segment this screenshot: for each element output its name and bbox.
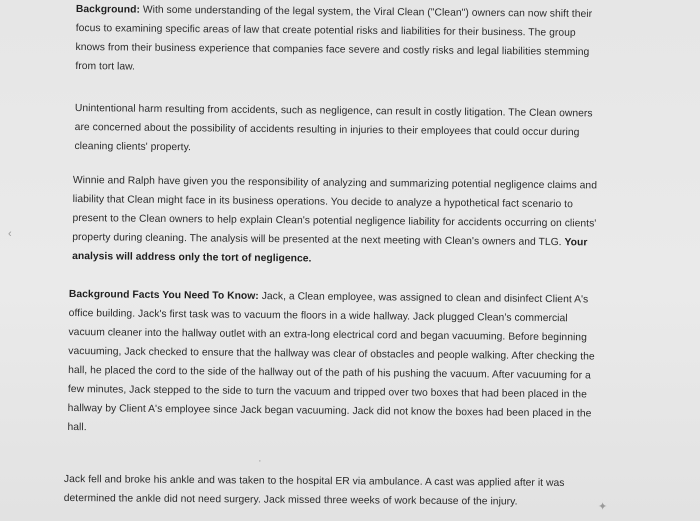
text-line: Background Facts You Need To Know: Jack, a Clean employee, was assigned to clean and disinfect Client A's — [68, 288, 589, 306]
text-line: are concerned about the possibility of accidents resulting in injuries to their employees that could occur during — [74, 121, 580, 139]
text-line: present to the Clean owners to help explain Clean's potential negligence liability for accidents occurring on clients' — [72, 212, 597, 230]
text-line: hallway by Client A's employee since Jack began vacuuming. Jack did not know the boxes had been placed in the — [67, 402, 592, 420]
text-line: hall, he placed the cord to the side of the hallway out of the path of his pushing the vacuum. After vacuuming for a — [68, 364, 591, 382]
text-line: hall. — [67, 421, 87, 434]
margin-mark-icon: ✦ — [598, 501, 608, 513]
background-heading: Background: — [75, 3, 141, 16]
text-line: property during cleaning. The analysis will be presented at the next meeting with Clean's owners and TLG. Your — [72, 231, 588, 249]
assignment-bold-text: analysis will address only the tort of negligence. — [72, 250, 312, 265]
text-line: Jack fell and broke his ankle and was taken to the hospital ER via ambulance. A cast was applied after it was — [63, 473, 565, 489]
text-line: vacuuming, Jack checked to ensure that the hallway was clear of obstacles and people walking. After checking the — [68, 345, 595, 363]
text-line: focus to examining specific areas of law that create potential risks and liabilities for their business. The group — [75, 22, 576, 39]
unintentional-harm-paragraph — [74, 99, 592, 161]
text-line: liability that Clean might face in its business operations. You decide to analyze a hypothetical fact scenario to — [72, 193, 573, 211]
assignment-paragraph — [72, 171, 597, 271]
text-line: from tort law. — [75, 60, 136, 73]
assignment-bold-text: Your — [564, 237, 588, 249]
margin-mark-icon: ‹ — [8, 228, 12, 240]
injury-paragraph — [64, 470, 565, 512]
text-line: Background: With some understanding of the legal system, the Viral Clean ("Clean") owners can now shift their — [75, 3, 593, 20]
background-paragraph — [75, 0, 592, 81]
margin-mark-icon: · — [258, 455, 262, 467]
text-line: cleaning clients' property. — [74, 140, 192, 154]
text-line: office building. Jack's first task was to vacuum the floors in a wide hallway. Jack plugged Clean's commercial — [68, 307, 568, 325]
text-line: Winnie and Ralph have given you the responsibility of analyzing and summarizing potential negligence claims and — [72, 174, 598, 192]
text-line: few minutes, Jack stepped to the side to turn the vacuum and tripped over two boxes that had been placed in the — [67, 383, 587, 401]
facts-paragraph — [67, 285, 595, 443]
text-line: determined the ankle did not need surgery. Jack missed three weeks of work because of the injury. — [63, 492, 518, 508]
facts-heading: Background Facts You Need To Know: — [68, 288, 259, 302]
text-line: vacuum cleaner into the hallway outlet with an extra-long electrical cord and began vacuuming. Before beginning — [68, 326, 587, 344]
text-line: Unintentional harm resulting from accidents, such as negligence, can result in costly litigation. The Clean owners — [74, 102, 593, 120]
text-line: knows from their business experience that companies face severe and costly risks and legal liabilities stemming — [75, 41, 590, 58]
